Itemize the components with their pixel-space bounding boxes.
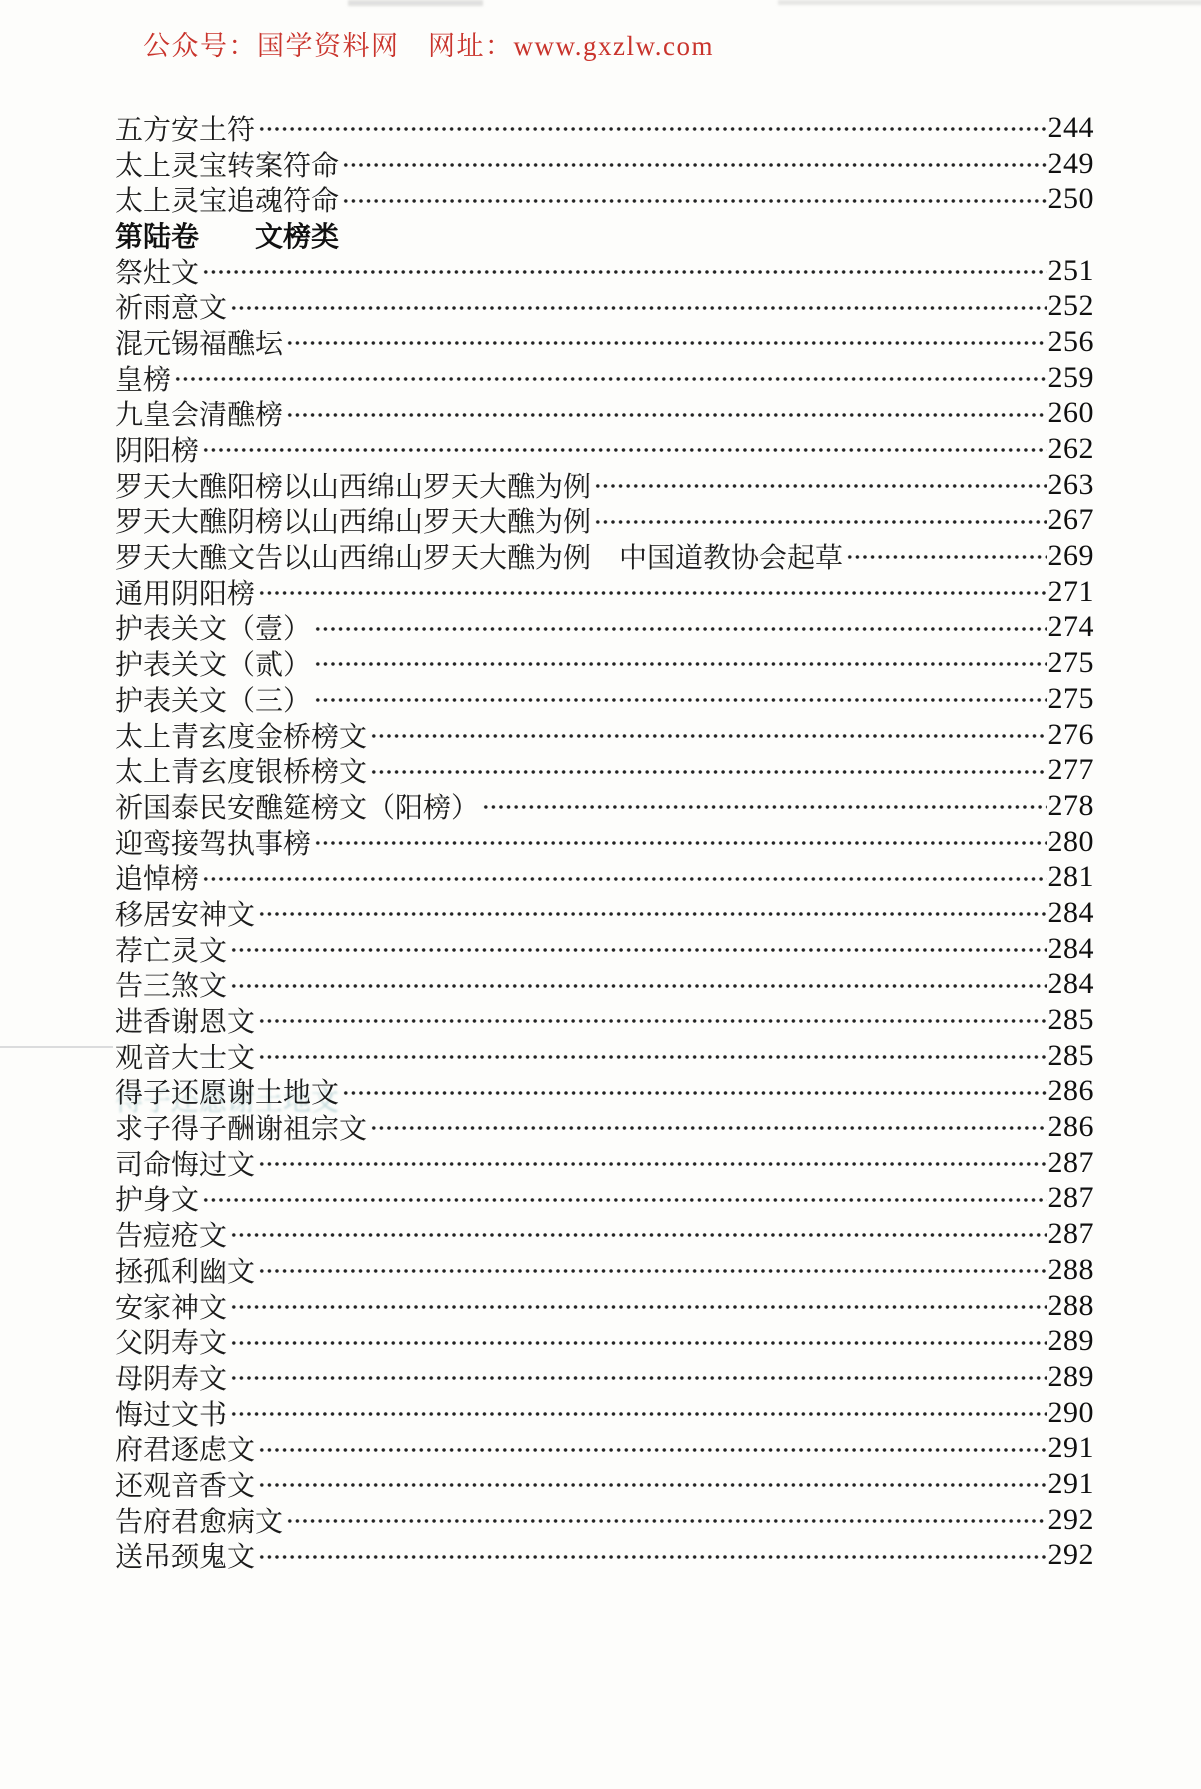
dot-leader — [286, 396, 1046, 432]
toc-entry-page-number: 280 — [1047, 824, 1094, 858]
toc-entry-page-number: 250 — [1047, 182, 1094, 216]
toc-entry — [115, 253, 1094, 289]
dot-leader — [174, 360, 1046, 396]
dot-leader — [230, 1288, 1046, 1324]
dot-leader — [230, 967, 1046, 1003]
toc-entry-page-number: 278 — [1047, 788, 1094, 822]
toc-entry-title: 皇榜 — [115, 364, 172, 396]
toc-entry-title: 安家神文 — [115, 1292, 228, 1324]
dot-leader — [230, 931, 1046, 967]
toc-entry — [115, 645, 1094, 681]
toc-section-heading-label: 第陆卷 文榜类 — [115, 221, 340, 253]
toc-entry-page-number: 286 — [1047, 1110, 1094, 1144]
toc-entry — [115, 1538, 1094, 1574]
dot-leader — [258, 1466, 1046, 1502]
toc-entry-title: 罗天大醮文告以山西绵山罗天大醮为例 中国道教协会起草 — [115, 543, 844, 575]
toc-entry-title: 观音大士文 — [115, 1042, 256, 1074]
toc-entry-page-number: 289 — [1047, 1324, 1094, 1358]
dot-leader — [202, 1181, 1046, 1217]
toc-entry-title: 护表关文（壹） — [115, 614, 312, 646]
toc-entry-title: 护身文 — [115, 1185, 200, 1217]
toc-entry-title: 九皇会清醮榜 — [115, 400, 284, 432]
toc-entry — [115, 360, 1094, 396]
toc-entry-title: 得子还愿谢土地文 — [115, 1078, 340, 1110]
toc-entry-title: 告府君愈病文 — [115, 1506, 284, 1538]
dot-leader — [314, 610, 1046, 646]
toc-entry-title: 司命悔过文 — [115, 1149, 256, 1181]
dot-leader — [342, 146, 1046, 182]
toc-entry-page-number: 275 — [1047, 646, 1094, 680]
toc-entry — [115, 788, 1094, 824]
scan-artifact-line — [0, 1046, 113, 1048]
dot-leader — [342, 1074, 1046, 1110]
dot-leader — [258, 1538, 1046, 1574]
scan-artifact-top-right — [778, 0, 1201, 5]
toc-entry-page-number: 277 — [1047, 753, 1094, 787]
toc-entry — [115, 181, 1094, 217]
toc-entry-page-number: 290 — [1047, 1395, 1094, 1429]
dot-leader — [230, 1395, 1046, 1431]
toc-entry-page-number: 292 — [1047, 1502, 1094, 1536]
toc-entry — [115, 1002, 1094, 1038]
toc-entry — [115, 1466, 1094, 1502]
toc-entry-page-number: 287 — [1047, 1181, 1094, 1215]
toc-entry-page-number: 256 — [1047, 324, 1094, 358]
toc-entry-title: 府君逐虑文 — [115, 1435, 256, 1467]
toc-entry-page-number: 267 — [1047, 503, 1094, 537]
toc-entry-title: 还观音香文 — [115, 1470, 256, 1502]
toc-entry-page-number: 288 — [1047, 1252, 1094, 1286]
toc-entry — [115, 967, 1094, 1003]
toc-entry-title: 罗天大醮阳榜以山西绵山罗天大醮为例 — [115, 471, 592, 503]
dot-leader — [258, 895, 1046, 931]
dot-leader — [258, 110, 1046, 146]
toc-entry — [115, 1502, 1094, 1538]
toc-entry-page-number: 249 — [1047, 146, 1094, 180]
toc-entry — [115, 681, 1094, 717]
toc-entry-title: 阴阳榜 — [115, 436, 200, 468]
toc-entry-title: 祈雨意文 — [115, 293, 228, 325]
dot-leader — [286, 324, 1046, 360]
toc-entry-title: 祈国泰民安醮筵榜文（阳榜） — [115, 792, 480, 824]
toc-entry-title: 拯孤利幽文 — [115, 1256, 256, 1288]
dot-leader — [258, 1038, 1046, 1074]
toc-entry-title: 荐亡灵文 — [115, 935, 228, 967]
toc-entry-title: 告三煞文 — [115, 971, 228, 1003]
toc-entry-title: 进香谢恩文 — [115, 1007, 256, 1039]
toc-entry — [115, 752, 1094, 788]
toc-entry-page-number: 284 — [1047, 967, 1094, 1001]
toc-entry-title: 通用阴阳榜 — [115, 578, 256, 610]
toc-entry-title: 悔过文书 — [115, 1399, 228, 1431]
toc-entry — [115, 1074, 1094, 1110]
toc-entry — [115, 895, 1094, 931]
toc-entry-title: 追悼榜 — [115, 864, 200, 896]
dot-leader — [258, 1145, 1046, 1181]
toc-entry — [115, 1252, 1094, 1288]
toc-entry-title: 护表关文（三） — [115, 685, 312, 717]
toc-entry — [115, 110, 1094, 146]
toc-entry — [115, 610, 1094, 646]
dot-leader — [594, 467, 1046, 503]
dot-leader — [258, 1002, 1046, 1038]
toc-entry — [115, 1430, 1094, 1466]
dot-leader — [370, 1109, 1046, 1145]
toc-entry — [115, 324, 1094, 360]
toc-entry — [115, 1145, 1094, 1181]
toc-entry-title: 求子得子酬谢祖宗文 — [115, 1114, 368, 1146]
toc-entry-page-number: 286 — [1047, 1074, 1094, 1108]
dot-leader — [230, 1216, 1046, 1252]
dot-leader — [482, 788, 1046, 824]
toc-entry-page-number: 291 — [1047, 1431, 1094, 1465]
toc-entry-page-number: 275 — [1047, 681, 1094, 715]
toc-entry-title: 告痘疮文 — [115, 1221, 228, 1253]
toc-entry-title: 太上灵宝追魂符命 — [115, 186, 340, 218]
toc-entry-page-number: 289 — [1047, 1359, 1094, 1393]
toc-entry — [115, 931, 1094, 967]
dot-leader — [314, 824, 1046, 860]
toc-entry-title: 迎鸾接驾执事榜 — [115, 828, 312, 860]
dot-leader — [230, 288, 1046, 324]
toc-entry-page-number: 269 — [1047, 539, 1094, 573]
toc-section-heading — [115, 217, 1094, 253]
toc-entry — [115, 574, 1094, 610]
toc-entry-title: 父阴寿文 — [115, 1328, 228, 1360]
dot-leader — [258, 1430, 1046, 1466]
toc-entry-title: 送吊颈鬼文 — [115, 1542, 256, 1574]
toc-entry-page-number: 259 — [1047, 360, 1094, 394]
toc-entry-page-number: 284 — [1047, 895, 1094, 929]
dot-leader — [342, 181, 1046, 217]
dot-leader — [314, 645, 1046, 681]
dot-leader — [594, 503, 1046, 539]
toc-entry — [115, 1395, 1094, 1431]
toc-entry-page-number: 281 — [1047, 860, 1094, 894]
toc-entry — [115, 1216, 1094, 1252]
toc-entry — [115, 467, 1094, 503]
toc-entry-title: 混元锡福醮坛 — [115, 328, 284, 360]
toc-entry — [115, 431, 1094, 467]
dot-leader — [202, 253, 1046, 289]
toc-entry-page-number: 291 — [1047, 1466, 1094, 1500]
toc-entry — [115, 717, 1094, 753]
dot-leader — [370, 717, 1046, 753]
toc-entry — [115, 1109, 1094, 1145]
toc-entry-page-number: 260 — [1047, 396, 1094, 430]
toc-entry — [115, 859, 1094, 895]
watermark-header: 公众号：国学资料网 网址：www.gxzlw.com — [143, 31, 714, 61]
toc-entry — [115, 824, 1094, 860]
toc-entry-page-number: 262 — [1047, 432, 1094, 466]
toc-entry-title: 太上青玄度银桥榜文 — [115, 757, 368, 789]
toc-entry-page-number: 244 — [1047, 110, 1094, 144]
toc-entry-title: 太上青玄度金桥榜文 — [115, 721, 368, 753]
toc-entry — [115, 1359, 1094, 1395]
toc-entry — [115, 396, 1094, 432]
toc-list — [115, 110, 1094, 1573]
toc-entry-page-number: 271 — [1047, 574, 1094, 608]
toc-entry — [115, 503, 1094, 539]
dot-leader — [314, 681, 1046, 717]
toc-entry-title: 护表关文（贰） — [115, 650, 312, 682]
toc-entry-page-number: 285 — [1047, 1038, 1094, 1072]
toc-entry-page-number: 251 — [1047, 253, 1094, 287]
toc-entry-page-number: 288 — [1047, 1288, 1094, 1322]
toc-entry-page-number: 252 — [1047, 289, 1094, 323]
toc-entry — [115, 1288, 1094, 1324]
toc-entry-title: 罗天大醮阴榜以山西绵山罗天大醮为例 — [115, 507, 592, 539]
toc-entry-title: 母阴寿文 — [115, 1363, 228, 1395]
toc-entry — [115, 1323, 1094, 1359]
scan-artifact-top-left — [348, 0, 483, 6]
toc-entry-page-number: 292 — [1047, 1538, 1094, 1572]
toc-entry — [115, 538, 1094, 574]
dot-leader — [846, 538, 1046, 574]
dot-leader — [258, 1252, 1046, 1288]
toc-entry-title: 移居安神文 — [115, 899, 256, 931]
toc-entry — [115, 1181, 1094, 1217]
toc-entry-page-number: 285 — [1047, 1003, 1094, 1037]
dot-leader — [286, 1502, 1046, 1538]
toc-entry — [115, 1038, 1094, 1074]
toc-entry-page-number: 276 — [1047, 717, 1094, 751]
dot-leader — [202, 431, 1046, 467]
toc-entry-page-number: 263 — [1047, 467, 1094, 501]
toc-entry — [115, 288, 1094, 324]
toc-entry-page-number: 284 — [1047, 931, 1094, 965]
toc-entry-title: 太上灵宝转案符命 — [115, 150, 340, 182]
dot-leader — [370, 752, 1046, 788]
dot-leader — [230, 1359, 1046, 1395]
dot-leader — [202, 859, 1046, 895]
toc-entry-title: 五方安土符 — [115, 114, 256, 146]
toc-entry-page-number: 287 — [1047, 1217, 1094, 1251]
dot-leader — [258, 574, 1046, 610]
dot-leader — [230, 1323, 1046, 1359]
toc-entry-page-number: 287 — [1047, 1145, 1094, 1179]
toc-entry-page-number: 274 — [1047, 610, 1094, 644]
toc-entry-title: 祭灶文 — [115, 257, 200, 289]
toc-entry — [115, 146, 1094, 182]
